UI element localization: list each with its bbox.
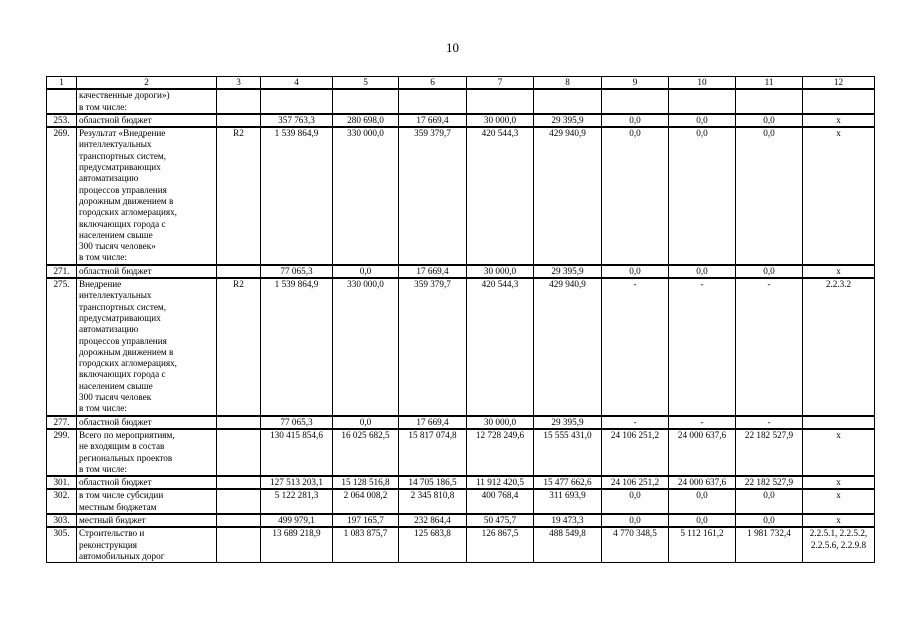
amount-col-6: 125 683,8	[399, 527, 467, 562]
amount-col-11: 22 182 527,9	[736, 429, 803, 476]
amount-col-10: -	[669, 416, 736, 429]
amount-col-5: 330 000,0	[333, 278, 399, 416]
amount-col-5: 0,0	[333, 265, 399, 278]
column-header: 8	[534, 77, 602, 90]
amount-col-8: 15 555 431,0	[534, 429, 602, 476]
row-number: 301.	[47, 476, 77, 489]
amount-col-9: 24 106 251,2	[602, 429, 669, 476]
column-header: 4	[261, 77, 333, 90]
amount-col-8: 29 395,9	[534, 416, 602, 429]
amount-col-8: 19 473,3	[534, 514, 602, 527]
amount-col-5: 1 083 875,7	[333, 527, 399, 562]
total-amount	[261, 89, 333, 114]
row-description: областной бюджет	[77, 265, 217, 278]
amount-col-9: -	[602, 416, 669, 429]
amount-col-10: 0,0	[669, 489, 736, 514]
total-amount: 130 415 854,6	[261, 429, 333, 476]
row-number: 277.	[47, 416, 77, 429]
total-amount: 127 513 203,1	[261, 476, 333, 489]
amount-col-5: 280 698,0	[333, 114, 399, 127]
table-row	[47, 489, 875, 514]
amount-col-6: 17 669,4	[399, 265, 467, 278]
amount-col-7: 30 000,0	[467, 265, 534, 278]
program-code	[217, 416, 261, 429]
row-description: в том числе субсидии местным бюджетам	[77, 489, 217, 514]
amount-col-8: 29 395,9	[534, 265, 602, 278]
reference-code	[803, 416, 875, 429]
total-amount: 1 539 864,9	[261, 127, 333, 265]
amount-col-8: 488 549,8	[534, 527, 602, 562]
amount-col-9	[602, 89, 669, 114]
amount-col-9: 0,0	[602, 127, 669, 265]
amount-col-9: 0,0	[602, 489, 669, 514]
amount-col-11: 0,0	[736, 514, 803, 527]
amount-col-6: 17 669,4	[399, 114, 467, 127]
reference-code: х	[803, 127, 875, 265]
program-code	[217, 429, 261, 476]
row-description: областной бюджет	[77, 416, 217, 429]
reference-code: х	[803, 265, 875, 278]
amount-col-10: -	[669, 278, 736, 416]
amount-col-8: 429 940,9	[534, 278, 602, 416]
amount-col-7: 30 000,0	[467, 114, 534, 127]
table-row	[47, 527, 875, 562]
amount-col-5: 2 064 008,2	[333, 489, 399, 514]
amount-col-6: 15 817 074,8	[399, 429, 467, 476]
reference-code: х	[803, 114, 875, 127]
total-amount: 77 065,3	[261, 416, 333, 429]
reference-code: х	[803, 429, 875, 476]
total-amount: 357 763,3	[261, 114, 333, 127]
amount-col-7: 30 000,0	[467, 416, 534, 429]
total-amount: 13 689 218,9	[261, 527, 333, 562]
amount-col-9: 0,0	[602, 514, 669, 527]
table-body	[47, 77, 875, 563]
row-number: 269.	[47, 127, 77, 265]
amount-col-10: 24 000 637,6	[669, 429, 736, 476]
amount-col-7: 420 544,3	[467, 278, 534, 416]
program-code: R2	[217, 278, 261, 416]
row-number: 303.	[47, 514, 77, 527]
reference-code: х	[803, 514, 875, 527]
amount-col-6: 232 864,4	[399, 514, 467, 527]
program-code	[217, 527, 261, 562]
amount-col-10: 0,0	[669, 127, 736, 265]
table-row	[47, 265, 875, 278]
amount-col-11: 0,0	[736, 265, 803, 278]
amount-col-11: -	[736, 416, 803, 429]
row-description: Всего по мероприятиям, не входящим в состав региональных проектов в том числе:	[77, 429, 217, 476]
amount-col-5: 330 000,0	[333, 127, 399, 265]
reference-code	[803, 89, 875, 114]
amount-col-5	[333, 89, 399, 114]
row-description: качественные дороги») в том числе:	[77, 89, 217, 114]
table-row	[47, 114, 875, 127]
amount-col-6: 359 379,7	[399, 278, 467, 416]
total-amount: 77 065,3	[261, 265, 333, 278]
amount-col-10	[669, 89, 736, 114]
row-description: местный бюджет	[77, 514, 217, 527]
table-row	[47, 127, 875, 265]
amount-col-10: 0,0	[669, 265, 736, 278]
row-description: Внедрение интеллектуальных транспортных систем, предусматривающих автоматизацию процессов управления дорожным движением в городских агломерациях, включающих города с населением свыше 300 тысяч человек в том числе:	[77, 278, 217, 416]
amount-col-7: 420 544,3	[467, 127, 534, 265]
amount-col-10: 0,0	[669, 514, 736, 527]
amount-col-10: 5 112 161,2	[669, 527, 736, 562]
amount-col-9: 4 770 348,5	[602, 527, 669, 562]
program-code	[217, 489, 261, 514]
table-header-row	[47, 77, 875, 90]
amount-col-11: -	[736, 278, 803, 416]
amount-col-8: 29 395,9	[534, 114, 602, 127]
amount-col-7: 12 728 249,6	[467, 429, 534, 476]
row-number: 275.	[47, 278, 77, 416]
row-number: 302.	[47, 489, 77, 514]
amount-col-11: 0,0	[736, 489, 803, 514]
row-description: Результат «Внедрение интеллектуальных транспортных систем, предусматривающих автоматизацию процессов управления дорожным движением в городских агломерациях, включающих города с населением свыше 300 тысяч человек» в том числе:	[77, 127, 217, 265]
amount-col-7: 400 768,4	[467, 489, 534, 514]
column-header: 6	[399, 77, 467, 90]
column-header: 1	[47, 77, 77, 90]
row-number	[47, 89, 77, 114]
amount-col-9: 0,0	[602, 114, 669, 127]
amount-col-5: 197 165,7	[333, 514, 399, 527]
amount-col-7: 50 475,7	[467, 514, 534, 527]
program-code	[217, 114, 261, 127]
row-number: 253.	[47, 114, 77, 127]
amount-col-6	[399, 89, 467, 114]
column-header: 11	[736, 77, 803, 90]
column-header: 3	[217, 77, 261, 90]
column-header: 7	[467, 77, 534, 90]
column-header: 12	[803, 77, 875, 90]
page-number: 10	[446, 40, 459, 55]
reference-code: х	[803, 476, 875, 489]
amount-col-6: 2 345 810,8	[399, 489, 467, 514]
amount-col-7	[467, 89, 534, 114]
reference-code: 2.2.5.1, 2.2.5.2, 2.2.5.6, 2.2.9.8	[803, 527, 875, 562]
row-description: областной бюджет	[77, 114, 217, 127]
amount-col-10: 24 000 637,6	[669, 476, 736, 489]
row-description: Строительство и реконструкция автомобильных дорог	[77, 527, 217, 562]
amount-col-7: 11 912 420,5	[467, 476, 534, 489]
amount-col-8: 311 693,9	[534, 489, 602, 514]
table-row	[47, 429, 875, 476]
row-description: областной бюджет	[77, 476, 217, 489]
amount-col-11: 0,0	[736, 114, 803, 127]
amount-col-8: 15 477 662,6	[534, 476, 602, 489]
row-number: 305.	[47, 527, 77, 562]
row-number: 271.	[47, 265, 77, 278]
column-header: 5	[333, 77, 399, 90]
amount-col-8: 429 940,9	[534, 127, 602, 265]
budget-table	[46, 76, 875, 563]
table-row	[47, 514, 875, 527]
column-header: 10	[669, 77, 736, 90]
column-header: 2	[77, 77, 217, 90]
amount-col-8	[534, 89, 602, 114]
amount-col-9: 0,0	[602, 265, 669, 278]
program-code	[217, 476, 261, 489]
program-code: R2	[217, 127, 261, 265]
amount-col-10: 0,0	[669, 114, 736, 127]
table-row	[47, 416, 875, 429]
reference-code: х	[803, 489, 875, 514]
amount-col-11: 0,0	[736, 127, 803, 265]
amount-col-11	[736, 89, 803, 114]
amount-col-9: 24 106 251,2	[602, 476, 669, 489]
amount-col-7: 126 867,5	[467, 527, 534, 562]
program-code	[217, 265, 261, 278]
amount-col-5: 16 025 682,5	[333, 429, 399, 476]
program-code	[217, 514, 261, 527]
total-amount: 1 539 864,9	[261, 278, 333, 416]
amount-col-5: 0,0	[333, 416, 399, 429]
amount-col-11: 22 182 527,9	[736, 476, 803, 489]
reference-code: 2.2.3.2	[803, 278, 875, 416]
column-header: 9	[602, 77, 669, 90]
amount-col-6: 14 705 186,5	[399, 476, 467, 489]
total-amount: 499 979,1	[261, 514, 333, 527]
total-amount: 5 122 281,3	[261, 489, 333, 514]
amount-col-9: -	[602, 278, 669, 416]
amount-col-6: 359 379,7	[399, 127, 467, 265]
table-row	[47, 278, 875, 416]
table-row	[47, 476, 875, 489]
amount-col-6: 17 669,4	[399, 416, 467, 429]
amount-col-11: 1 981 732,4	[736, 527, 803, 562]
table-row	[47, 89, 875, 114]
amount-col-5: 15 128 516,8	[333, 476, 399, 489]
row-number: 299.	[47, 429, 77, 476]
program-code	[217, 89, 261, 114]
